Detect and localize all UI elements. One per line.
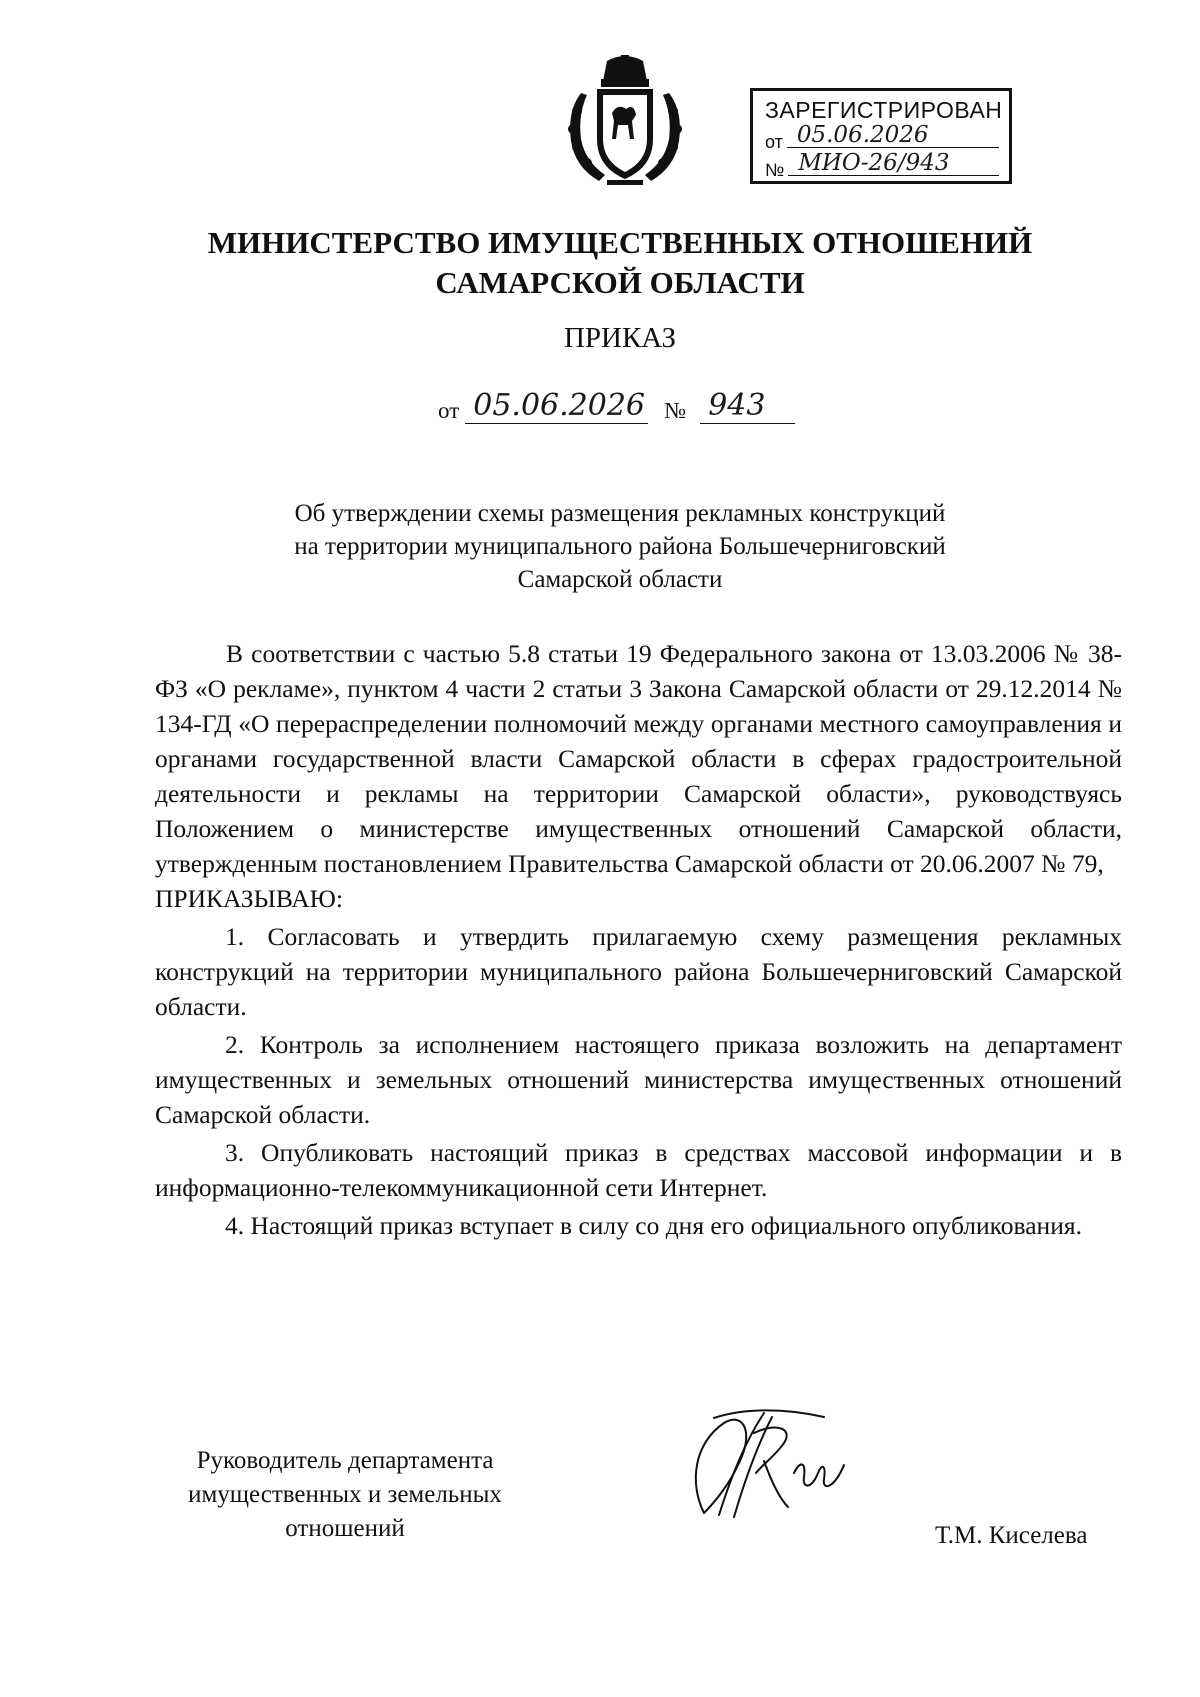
signatory-position-line3: отношений xyxy=(285,1515,405,1542)
registration-stamp xyxy=(750,88,1012,184)
order-date-row xyxy=(438,384,795,424)
signatory-name: Т.М. Киселева xyxy=(935,1522,1088,1549)
stamp-number-value: МИО-26/943 xyxy=(798,150,950,176)
order-date-line xyxy=(465,387,648,424)
coat-of-arms-icon xyxy=(557,55,693,188)
order-title: ПРИКАЗ xyxy=(563,322,677,354)
body-item-3: 3. Опубликовать настоящий приказ в средствах массовой информации и в информационно-телекоммуникационной сети Интернет. xyxy=(155,1138,1122,1202)
subject-line3: Самарской области xyxy=(517,566,723,593)
order-date-prefix: от xyxy=(438,398,460,423)
stamp-date-row xyxy=(765,123,999,151)
stamp-date-value: 05.06.2026 xyxy=(796,122,929,148)
body-preamble: В соответствии с частью 5.8 статьи 19 Федерального закона от 13.03.2006 № 38-ФЗ «О рекламе», пунктом 4 части 2 статьи 3 Закона Самарской области от 29.12.2014 № 134-ГД «О перераспределении полномочий между органами местного самоуправления и органами государственной власти Самарской области в сферах градостроительной деятельности и рекламы на территории Самарской области», руководствуясь Положением о министерстве имущественных отношений Самарской области, утвержденным постановлением Правительства Самарской области от 20.06.2007 № 79, xyxy=(155,639,1122,878)
stamp-number-prefix: № xyxy=(765,160,785,180)
ministry-heading xyxy=(0,223,1200,303)
signatory-position-line1: Руководитель департамента xyxy=(196,1447,494,1474)
subject-line1: Об утверждении схемы размещения рекламных конструкций xyxy=(294,500,946,527)
stamp-number-line xyxy=(788,151,999,176)
ministry-heading-line2: САМАРСКОЙ ОБЛАСТИ xyxy=(435,265,805,300)
order-number-value: 943 xyxy=(708,388,766,423)
stamp-date-line xyxy=(787,123,999,148)
signatory-position-line2: имущественных и земельных xyxy=(188,1481,502,1508)
body-item-1: 1. Согласовать и утвердить прилагаемую схему размещения рекламных конструкций на территории муниципального района Большечерниговский Самарской области. xyxy=(155,922,1122,1021)
order-number-line xyxy=(700,387,795,424)
stamp-number-row xyxy=(765,151,999,179)
order-subject xyxy=(200,497,1040,596)
order-number-prefix: № xyxy=(664,398,687,423)
ministry-heading-line1: МИНИСТЕРСТВО ИМУЩЕСТВЕННЫХ ОТНОШЕНИЙ xyxy=(207,225,1033,260)
body-command: ПРИКАЗЫВАЮ: xyxy=(155,884,343,913)
body-items xyxy=(155,919,1122,1243)
body-item-4: 4. Настоящий приказ вступает в силу со дня его официального опубликования. xyxy=(225,1211,1082,1240)
body-item-2: 2. Контроль за исполнением настоящего приказа возложить на департамент имущественных и земельных отношений министерства имущественных отношений Самарской области. xyxy=(155,1030,1122,1129)
order-date-value: 05.06.2026 xyxy=(473,388,646,423)
stamp-title: ЗАРЕГИСТРИРОВАН xyxy=(765,97,1003,123)
signatory-position xyxy=(140,1444,550,1546)
subject-line2: на территории муниципального района Большечерниговский xyxy=(294,533,946,560)
handwritten-signature xyxy=(684,1403,864,1523)
stamp-date-prefix: от xyxy=(765,132,783,152)
order-body xyxy=(155,636,1122,1243)
